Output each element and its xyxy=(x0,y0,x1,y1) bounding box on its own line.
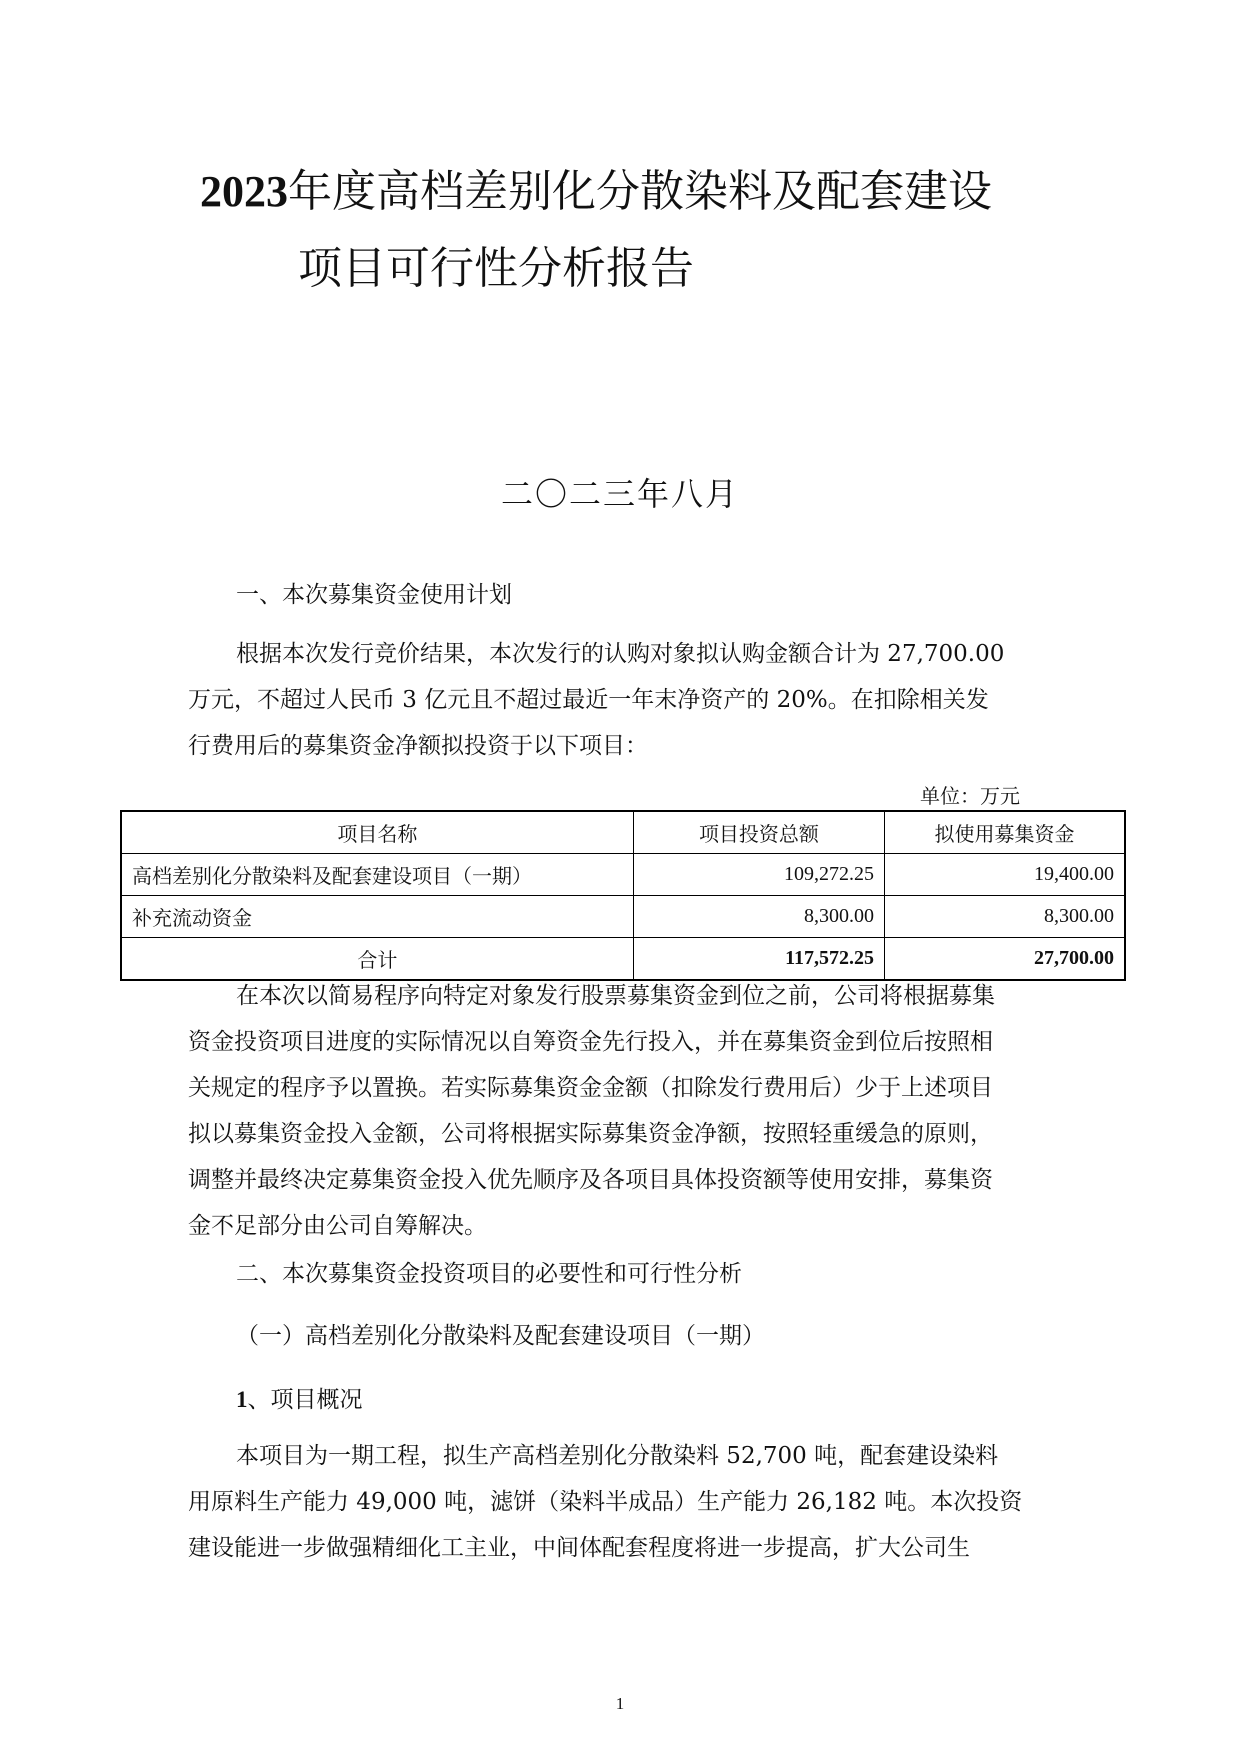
cell-total-investment: 109,272.25 xyxy=(633,854,884,896)
paragraph-line: 行费用后的募集资金净额拟投资于以下项目： xyxy=(188,733,648,759)
paragraph-line: 建设能进一步做强精细化工主业，中间体配套程度将进一步提高，扩大公司生 xyxy=(188,1535,970,1561)
paragraph-line: 拟以募集资金投入金额，公司将根据实际募集资金净额，按照轻重缓急的原则， xyxy=(188,1121,993,1147)
cell-project-name: 补充流动资金 xyxy=(121,896,633,938)
item-number: 1 xyxy=(236,1387,248,1412)
item-title: 、项目概况 xyxy=(247,1387,363,1413)
title-year: 2023 xyxy=(200,167,288,216)
paragraph-line: 金不足部分由公司自筹解决。 xyxy=(188,1213,487,1239)
section-2-heading: 二、本次募集资金投资项目的必要性和可行性分析 xyxy=(236,1261,742,1287)
table-header-row xyxy=(121,811,1125,854)
table-row xyxy=(121,854,1125,896)
paragraph-line: 本项目为一期工程，拟生产高档差别化分散染料 52,700 吨，配套建设染料 xyxy=(236,1443,999,1469)
item-heading xyxy=(236,1388,363,1412)
cell-project-name: 高档差别化分散染料及配套建设项目（一期） xyxy=(121,854,633,896)
section-2-subheading: （一）高档差别化分散染料及配套建设项目（一期） xyxy=(236,1323,765,1349)
column-header-raised-funds: 拟使用募集资金 xyxy=(885,811,1125,854)
paragraph-line: 在本次以简易程序向特定对象发行股票募集资金到位之前，公司将根据募集 xyxy=(236,983,995,1009)
paragraph-line: 用原料生产能力 49,000 吨，滤饼（染料半成品）生产能力 26,182 吨。本次投资 xyxy=(188,1489,1023,1515)
cell-raised-funds: 8,300.00 xyxy=(885,896,1125,938)
page-number: 1 xyxy=(615,1694,625,1713)
table-unit-label: 单位：万元 xyxy=(920,784,1020,808)
paragraph-line: 万元，不超过人民币 3 亿元且不超过最近一年末净资产的 20%。在扣除相关发 xyxy=(188,687,989,713)
paragraph-line: 关规定的程序予以置换。若实际募集资金金额（扣除发行费用后）少于上述项目 xyxy=(188,1075,993,1101)
fund-usage-table xyxy=(120,810,1126,981)
table-row xyxy=(121,896,1125,938)
cell-total-label: 合计 xyxy=(121,938,633,981)
paragraph-line: 根据本次发行竞价结果，本次发行的认购对象拟认购金额合计为 27,700.00 xyxy=(236,641,1005,667)
report-date: 二〇二三年八月 xyxy=(500,475,739,513)
report-title-line-2: 项目可行性分析报告 xyxy=(298,243,694,294)
paragraph-line: 调整并最终决定募集资金投入优先顺序及各项目具体投资额等使用安排，募集资 xyxy=(188,1167,993,1193)
section-1-paragraph-1 xyxy=(188,631,1054,769)
raised-funds-value: 27,700.00 xyxy=(1034,947,1114,969)
title-text: 年度高档差别化分散染料及配套建设 xyxy=(288,166,992,217)
report-title-line-1 xyxy=(200,166,992,217)
cell-total-investment: 8,300.00 xyxy=(633,896,884,938)
section-1-paragraph-2 xyxy=(188,973,1054,1249)
section-2-paragraph xyxy=(188,1433,1054,1571)
paragraph-line: 资金投资项目进度的实际情况以自筹资金先行投入，并在募集资金到位后按照相 xyxy=(188,1029,993,1055)
cell-raised-funds: 19,400.00 xyxy=(885,854,1125,896)
section-1-heading: 一、本次募集资金使用计划 xyxy=(236,582,512,608)
column-header-project-name: 项目名称 xyxy=(121,811,633,854)
column-header-total-investment: 项目投资总额 xyxy=(633,811,884,854)
total-investment-value: 117,572.25 xyxy=(785,947,875,969)
